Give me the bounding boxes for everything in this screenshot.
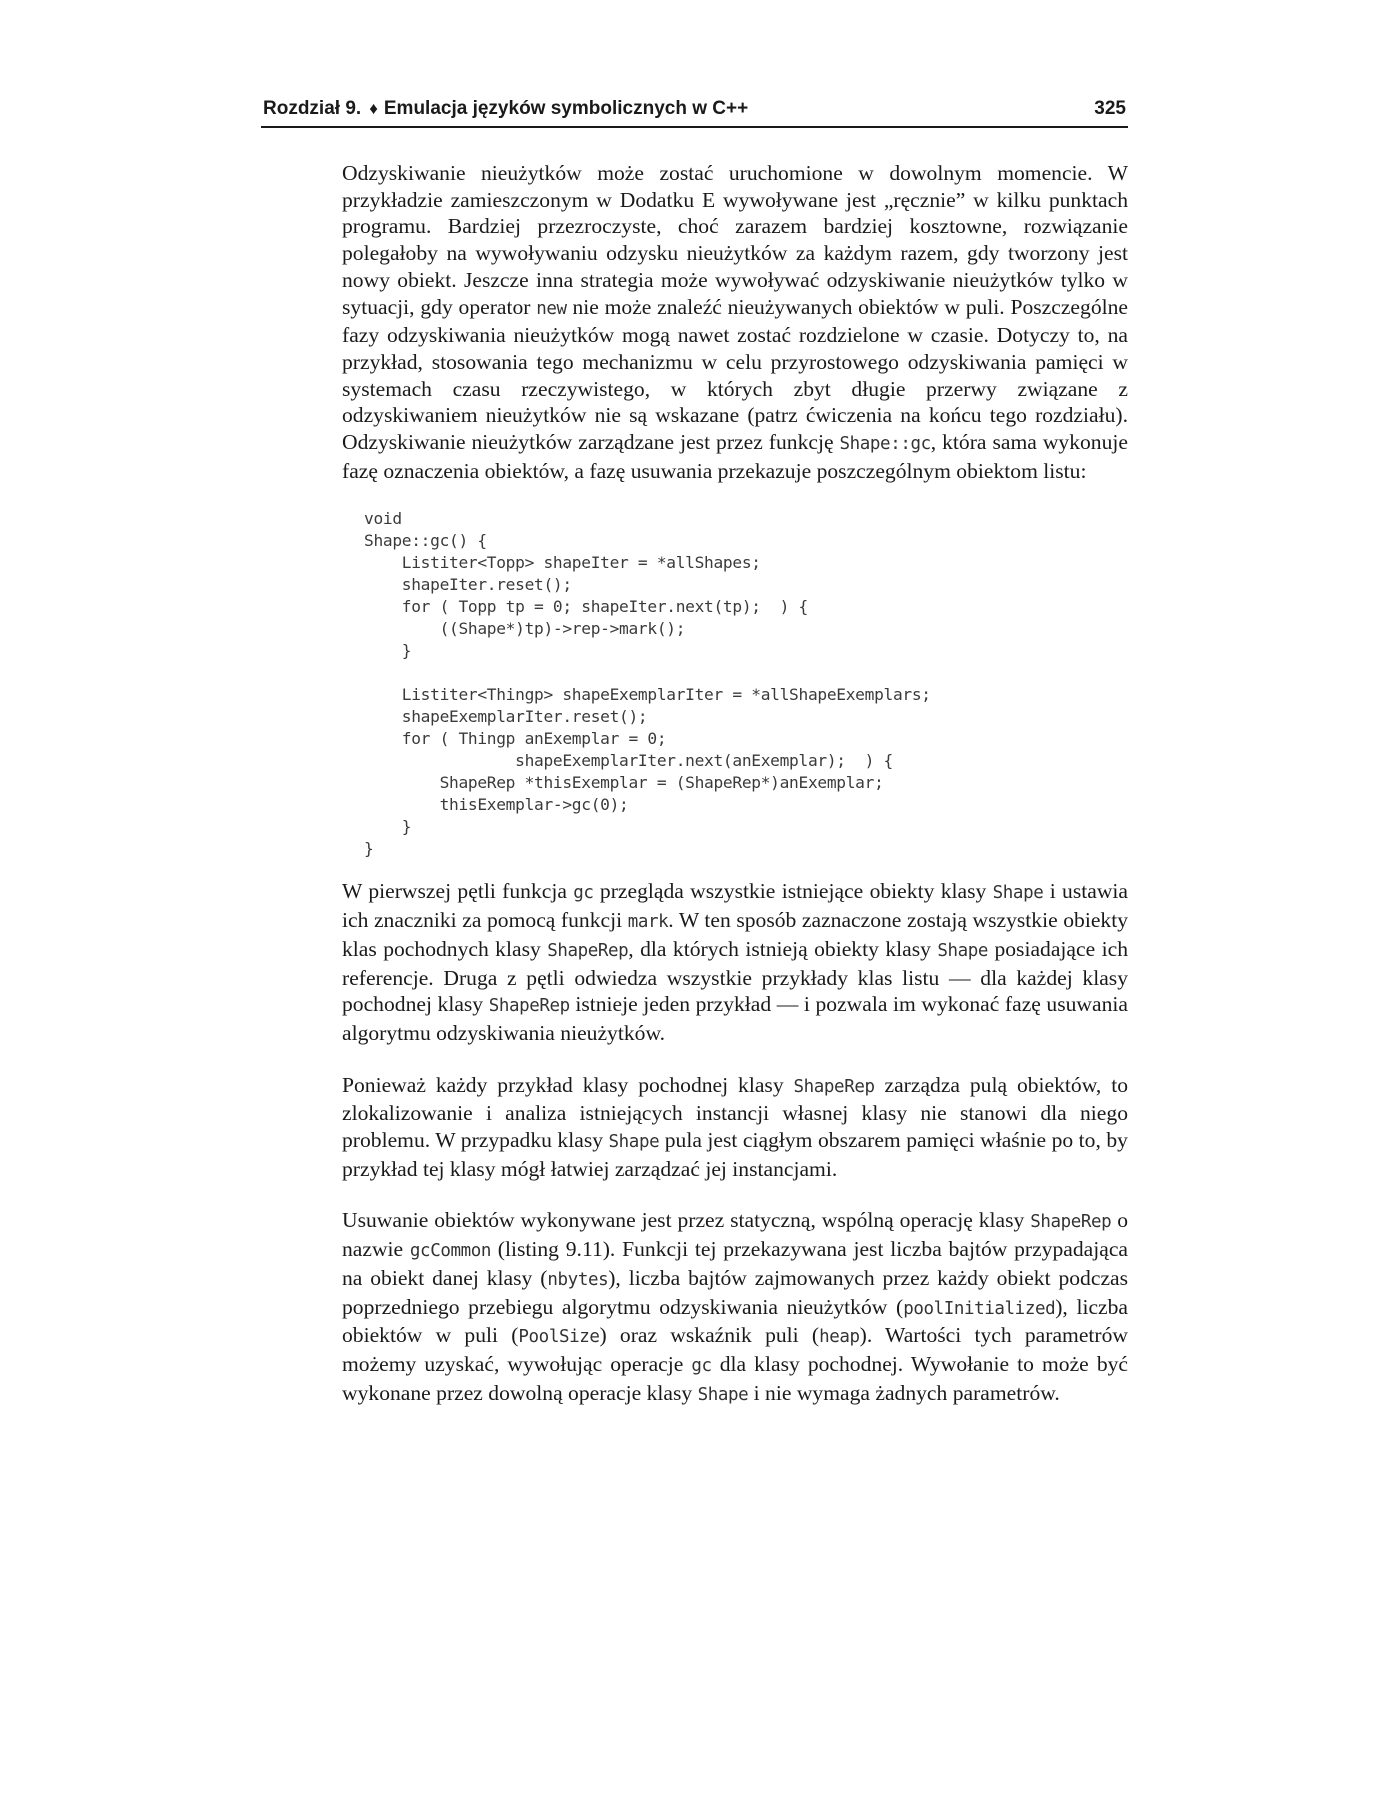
- text-run: . W ten sposób zaznaczone zostają wszystkie obiekty klas pochodnych klasy: [342, 908, 1129, 961]
- spacer: [342, 1182, 1128, 1207]
- chapter-label: Rozdział 9.: [263, 98, 362, 119]
- text-run: istnieje jeden przykład — i pozwala im wykonać fazę usuwania algorytmu odzyskiwania nieużytków.: [342, 992, 1128, 1045]
- inline-code: ShapeRep: [547, 940, 629, 961]
- paragraph-gc-common: [342, 1207, 1128, 1408]
- text-run: (listing 9.11). Funkcji tej przekazywana jest liczba bajtów przypadająca na obiekt danej klasy (: [342, 1237, 1128, 1290]
- inline-code: mark: [627, 912, 669, 933]
- inline-code: PoolSize: [518, 1327, 600, 1348]
- running-head: [261, 96, 1128, 128]
- spacer: [342, 1047, 1128, 1072]
- inline-code: Shape: [608, 1132, 660, 1153]
- chapter-title: Emulacja języków symbolicznych w C++: [383, 98, 749, 119]
- text-run: ). Wartości tych parametrów możemy uzyskać, wywołując operacje: [342, 1323, 1128, 1376]
- inline-code: new: [536, 298, 567, 319]
- inline-code: nbytes: [547, 1269, 609, 1290]
- text-run: zarządza pulą obiektów, to zlokalizowanie i analiza istniejących instancji własnej klasy nie stanowi dla niego problemu. W przypadku klasy: [342, 1072, 1128, 1153]
- text-run: , która sama wykonuje fazę oznaczenia obiektów, a fazę usuwania przekazuje poszczególnym obiektom listu:: [342, 430, 1128, 483]
- text-run: przegląda wszystkie istniejące obiekty klasy: [593, 879, 993, 904]
- chapter-heading: [263, 98, 748, 120]
- text-run: pula jest ciągłym obszarem pamięci właśnie po to, by przykład tej klasy mógł łatwiej zarządzać jej instancjami.: [342, 1128, 1128, 1181]
- text-run: ), liczba bajtów zajmowanych przez każdy obiekt podczas poprzedniego przebiegu algorytmu odzyskiwania nieużytków (: [342, 1265, 1129, 1319]
- inline-code: gc: [691, 1355, 712, 1376]
- text-run: i ustawia ich znaczniki za pomocą funkcji: [342, 879, 1129, 933]
- inline-code: Shape: [697, 1384, 749, 1405]
- paragraph-gc-loops: [342, 878, 1128, 1046]
- page-number: 325: [1094, 98, 1126, 119]
- text-run: W pierwszej pętli funkcja: [342, 879, 574, 904]
- inline-code: Shape: [992, 883, 1044, 904]
- text-run: o nazwie: [342, 1208, 1129, 1262]
- inline-code: Shape::gc: [839, 434, 931, 455]
- inline-code: heap: [819, 1327, 860, 1348]
- inline-code: ShapeRep: [793, 1076, 875, 1097]
- spacer: [342, 860, 1128, 878]
- text-run: nie może znaleźć nieużywanych obiektów w puli. Poszczególne fazy odzyskiwania nieużytków mogą nawet zostać rozdzielone w czasie. Dotyczy to, na przykład, stosowania tego mechanizmu w celu przyrostowego odzyskiwania pamięci w systemach czasu rzeczywistego, w których zbyt długie przerwy związane z odzyskiwaniem nieużytków nie są wskazane (patrz ćwiczenia na końcu tego rozdziału). Odzyskiwanie nieużytków zarządzane jest przez funkcję: [342, 294, 1128, 455]
- diamond-icon: ♦: [369, 99, 378, 118]
- inline-code: gc: [573, 883, 594, 904]
- text-run: Ponieważ każdy przykład klasy pochodnej klasy: [342, 1072, 794, 1097]
- text-run: Usuwanie obiektów wykonywane jest przez statyczną, wspólną operację klasy: [342, 1208, 1031, 1233]
- inline-code: gcCommon: [409, 1241, 492, 1262]
- inline-code: ShapeRep: [1030, 1212, 1112, 1233]
- inline-code: ShapeRep: [488, 996, 570, 1017]
- inline-code: poolInitialized: [903, 1298, 1056, 1319]
- text-run: Odzyskiwanie nieużytków może zostać uruchomione w dowolnym momencie. W przykładzie zamieszczonym w Dodatku E wywoływane jest „ręcznie” w kilku punktach programu. Bardziej przezroczyste, choć zarazem bardziej kosztowne, rozwiązanie polegałoby na wywoływaniu odzysku nieużytków za każdym razem, gdy tworzony jest nowy obiekt. Jeszcze inna strategia może wywoływać odzyskiwanie nieużytków tylko w sytuacji, gdy operator: [342, 161, 1128, 319]
- inline-code: Shape: [937, 940, 989, 961]
- text-run: , dla których istnieją obiekty klasy: [628, 936, 938, 961]
- text-run: i nie wymaga żadnych parametrów.: [748, 1380, 1060, 1405]
- text-run: dla klasy pochodnej. Wywołanie to może być wykonane przez dowolną operacje klasy: [342, 1351, 1128, 1405]
- paragraph-garbage-collection-intro: [342, 160, 1128, 484]
- text-run: ), liczba obiektów w puli (: [342, 1294, 1128, 1348]
- paragraph-pool-management: [342, 1072, 1128, 1183]
- page-body: [342, 160, 1128, 1408]
- text-run: ) oraz wskaźnik puli (: [599, 1323, 820, 1348]
- text-run: posiadające ich referencje. Druga z pętli odwiedza wszystkie przykłady klas listu — dla każdej klasy pochodnej klasy: [342, 936, 1128, 1017]
- code-listing: void Shape::gc() { Listiter<Topp> shapeIter = *allShapes; shapeIter.reset(); for ( Topp tp = 0; shapeIter.next(tp); ) { ((Shape*)tp)->rep->mark(); } Listiter<Thingp> shapeExemplarIter = *allShapeExemplars; shapeExemplarIter.reset(); for ( Thingp anExemplar = 0; shapeExemplarIter.next(anExemplar); ) { ShapeRep *thisExemplar = (ShapeRep*)anExemplar; thisExemplar->gc(0); } }: [364, 509, 931, 859]
